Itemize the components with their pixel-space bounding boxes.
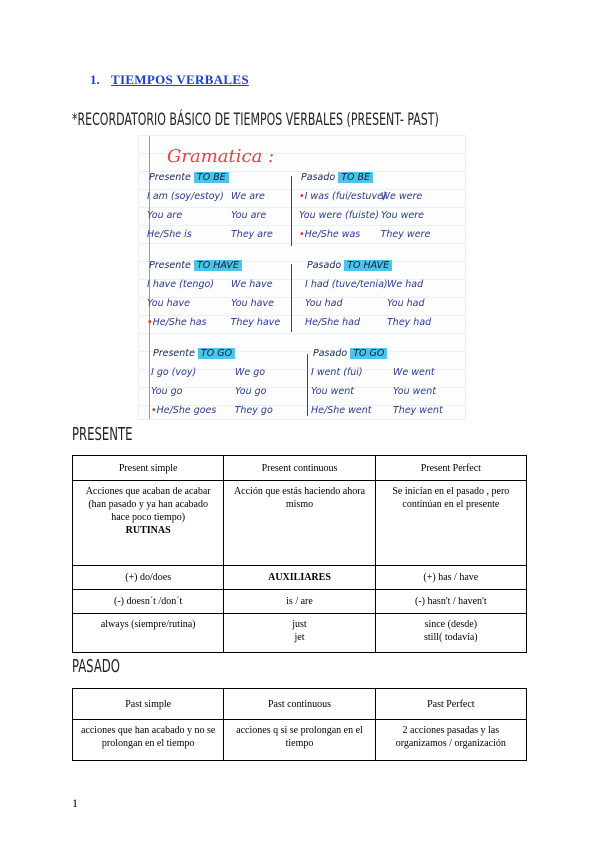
table-row: [73, 481, 527, 566]
divider-line: [291, 264, 292, 332]
cell-text: since (desde): [424, 619, 478, 630]
table-cell: [73, 481, 224, 566]
table-cell: acciones que han acabado y no se prolongan en el tiempo: [73, 720, 224, 761]
table-cell: (+) do/does: [73, 566, 224, 590]
cell-bold-text: RUTINAS: [125, 525, 171, 536]
notebook-block: Pasado TO BE •I was (fui/estuve)We were You were (fuiste) You were •He/She was They were: [299, 172, 431, 240]
pasado-heading: PASADO: [72, 656, 120, 677]
table-header: Present continuous: [224, 456, 375, 481]
presente-table: [72, 455, 527, 653]
table-row: [73, 590, 527, 614]
cell-text: Acciones que acaban de acabar (han pasado y ya han acabado hace poco tiempo): [85, 486, 211, 523]
table-cell: Se inician en el pasado , pero continúan en el presente: [375, 481, 526, 566]
subtitle: *RECORDATORIO BÁSICO DE TIEMPOS VERBALES (PRESENT- PAST): [72, 110, 439, 130]
table-row: [73, 720, 527, 761]
pasado-table: [72, 688, 527, 761]
table-row: [73, 614, 527, 653]
table-cell: (+) has / have: [375, 566, 526, 590]
notebook-title: Gramatica :: [167, 146, 275, 167]
notebook-block: Presente TO BE I am (soy/estoy) We are You are You are He/She is They are: [147, 172, 273, 240]
table-row: [73, 689, 527, 720]
notebook-block: Pasado TO GO I went (fui) We went You went You went He/She went They went: [311, 348, 443, 416]
table-header: Past simple: [73, 689, 224, 720]
table-row: [73, 456, 527, 481]
table-cell: Acción que estás haciendo ahora mismo: [224, 481, 375, 566]
table-cell: [73, 614, 224, 653]
table-header: Present Perfect: [375, 456, 526, 481]
divider-line: [307, 354, 308, 416]
table-cell: is / are: [224, 590, 375, 614]
page-number: 1: [72, 796, 78, 810]
table-cell: (-) doesn´t /don´t: [73, 590, 224, 614]
notebook-image: [138, 135, 466, 420]
section-heading: [90, 72, 249, 88]
table-cell: [375, 614, 526, 653]
notebook-block: Pasado TO HAVE I had (tuve/tenia)We had You had You had He/She had They had: [305, 260, 432, 328]
section-number: 1.: [90, 72, 100, 87]
cell-text: still( todavía): [424, 632, 478, 643]
cell-text: just: [292, 619, 307, 630]
table-cell: acciones q si se prolongan en el tiempo: [224, 720, 375, 761]
table-cell: (-) hasn't / haven't: [375, 590, 526, 614]
table-cell: AUXILIARES: [224, 566, 375, 590]
cell-text: jet: [294, 632, 305, 643]
table-header: Present simple: [73, 456, 224, 481]
table-row: [73, 566, 527, 590]
presente-heading: PRESENTE: [72, 424, 133, 445]
table-cell: [224, 614, 375, 653]
cell-text: always (siempre/rutina): [100, 619, 196, 630]
section-title: TIEMPOS VERBALES: [111, 72, 249, 87]
table-header: Past Perfect: [375, 689, 526, 720]
table-header: Past continuous: [224, 689, 375, 720]
divider-line: [291, 176, 292, 246]
table-cell: 2 acciones pasadas y las organizamos / organización: [375, 720, 526, 761]
notebook-block: Presente TO GO I go (voy) We go You go You go •He/She goes They go: [151, 348, 273, 416]
notebook-block: Presente TO HAVE I have (tengo) We have You have You have •He/She has They have: [147, 260, 281, 328]
